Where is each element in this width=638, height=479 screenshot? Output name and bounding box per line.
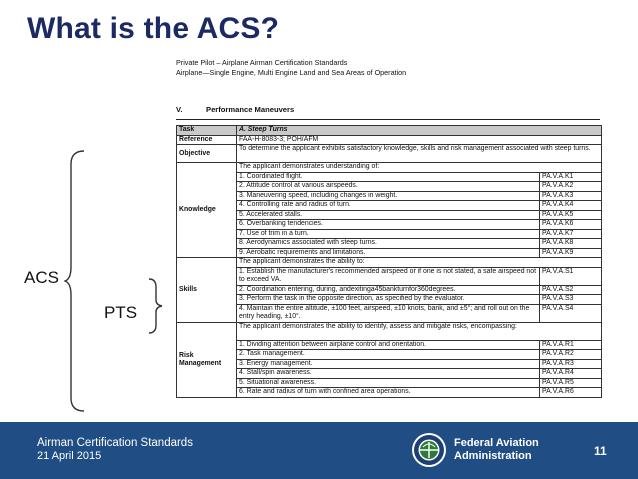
- skills-intro: The applicant demonstrates the ability to:: [237, 258, 602, 268]
- page-number: 11: [594, 444, 607, 458]
- table-row-reference: [177, 135, 602, 145]
- knowledge-item-text: 8. Aerodynamics associated with steep turns.: [237, 239, 540, 249]
- table-row: [177, 350, 602, 360]
- knowledge-item-text: 4. Controlling rate and radius of turn.: [237, 201, 540, 211]
- skills-item-text: 4. Maintain the entire altitude, ±100 feet, airspeed, ±10 knots, bank, and ±5°; and roll out on the entry heading, ±10°.: [237, 304, 540, 322]
- risk-label: Risk Management: [177, 322, 237, 397]
- risk-item-text: 1. Dividing attention between airplane control and orientation.: [237, 340, 540, 350]
- skills-item-code: PA.V.A.S4: [539, 304, 601, 322]
- risk-item-code: PA.V.A.R3: [539, 359, 601, 369]
- footer-date: 21 April 2015: [37, 450, 102, 462]
- knowledge-item-code: PA.V.A.K1: [539, 172, 601, 182]
- task-label: Task: [177, 126, 237, 136]
- knowledge-item-text: 9. Aerobatic requirements and limitations.: [237, 248, 540, 258]
- table-row: [177, 248, 602, 258]
- knowledge-item-code: PA.V.A.K6: [539, 220, 601, 230]
- section-heading: [176, 105, 294, 114]
- table-row: [177, 220, 602, 230]
- risk-item-code: PA.V.A.R4: [539, 369, 601, 379]
- knowledge-item-code: PA.V.A.K9: [539, 248, 601, 258]
- faa-name-line1: Federal Aviation: [454, 437, 539, 449]
- table-row: [177, 172, 602, 182]
- objective-label: Objective: [177, 145, 237, 163]
- table-row: [177, 229, 602, 239]
- knowledge-item-text: 7. Use of trim in a turn.: [237, 229, 540, 239]
- knowledge-item-code: PA.V.A.K3: [539, 191, 601, 201]
- skills-item-text: 1. Establish the manufacturer's recommended airspeed or if one is not stated, a safe airspeed not to exceed VA.: [237, 267, 540, 285]
- skills-item-code: PA.V.A.S1: [539, 267, 601, 285]
- acs-task-table: [176, 125, 602, 398]
- risk-item-text: 4. Stall/spin awareness.: [237, 369, 540, 379]
- pts-label: PTS: [104, 303, 138, 322]
- table-row: [177, 210, 602, 220]
- risk-item-text: 3. Energy management.: [237, 359, 540, 369]
- table-row: [177, 239, 602, 249]
- table-row-skills-intro: [177, 258, 602, 268]
- faa-name-line2: Administration: [454, 450, 532, 462]
- table-row: [177, 267, 602, 285]
- knowledge-item-code: PA.V.A.K5: [539, 210, 601, 220]
- table-row: [177, 295, 602, 305]
- table-row: [177, 285, 602, 295]
- risk-item-text: 5. Situational awareness.: [237, 378, 540, 388]
- table-row-knowledge-intro: [177, 163, 602, 173]
- section-title: Performance Maneuvers: [206, 105, 295, 114]
- slide-title: What is the ACS?: [27, 12, 280, 45]
- skills-item-code: PA.V.A.S3: [539, 295, 601, 305]
- reference-value: FAA-H-8083-3; POH/AFM: [237, 135, 602, 145]
- risk-item-code: PA.V.A.R1: [539, 340, 601, 350]
- reference-label: Reference: [177, 135, 237, 145]
- risk-item-code: PA.V.A.R2: [539, 350, 601, 360]
- knowledge-item-text: 6. Overbanking tendencies.: [237, 220, 540, 230]
- document-header-line1: Private Pilot – Airplane Airman Certification Standards: [176, 58, 348, 67]
- table-row-risk-intro: [177, 322, 602, 340]
- risk-intro: The applicant demonstrates the ability to identify, assess and mitigate risks, encompassing:: [237, 322, 602, 340]
- footer-left: [37, 437, 193, 463]
- knowledge-item-text: 3. Maneuvering speed, including changes in weight.: [237, 191, 540, 201]
- table-row: [177, 182, 602, 192]
- risk-item-text: 6. Rate and radius of turn with confined area operations.: [237, 388, 540, 398]
- knowledge-label: Knowledge: [177, 163, 237, 258]
- knowledge-item-code: PA.V.A.K8: [539, 239, 601, 249]
- skills-item-text: 2. Coordination entering, during, andexitinga45bankturnfor360degrees.: [237, 285, 540, 295]
- risk-item-code: PA.V.A.R5: [539, 378, 601, 388]
- table-row: [177, 359, 602, 369]
- task-value: A. Steep Turns: [237, 126, 602, 136]
- acs-label: ACS: [24, 268, 59, 287]
- faa-name: [454, 437, 539, 463]
- section-number: V.: [176, 105, 183, 114]
- pts-brace: [148, 278, 164, 334]
- knowledge-item-text: 5. Accelerated stalls.: [237, 210, 540, 220]
- table-row: [177, 304, 602, 322]
- table-row: [177, 201, 602, 211]
- knowledge-item-code: PA.V.A.K4: [539, 201, 601, 211]
- faa-seal-icon: [411, 432, 447, 468]
- footer-title: Airman Certification Standards: [37, 437, 193, 449]
- knowledge-item-text: 2. Attitude control at various airspeeds.: [237, 182, 540, 192]
- knowledge-item-text: 1. Coordinated flight.: [237, 172, 540, 182]
- knowledge-item-code: PA.V.A.K2: [539, 182, 601, 192]
- table-row: [177, 191, 602, 201]
- table-row-task: [177, 126, 602, 136]
- section-divider: [176, 119, 600, 120]
- table-row: [177, 378, 602, 388]
- acs-brace: [64, 150, 86, 412]
- skills-label: Skills: [177, 258, 237, 323]
- risk-item-text: 2. Task management.: [237, 350, 540, 360]
- skills-item-text: 3. Perform the task in the opposite direction, as specified by the evaluator.: [237, 295, 540, 305]
- skills-item-code: PA.V.A.S2: [539, 285, 601, 295]
- table-row-objective: [177, 145, 602, 163]
- table-row: [177, 388, 602, 398]
- objective-value: To determine the applicant exhibits satisfactory knowledge, skills and risk management associated with steep turns.: [237, 145, 602, 163]
- knowledge-item-code: PA.V.A.K7: [539, 229, 601, 239]
- knowledge-intro: The applicant demonstrates understanding of:: [237, 163, 602, 173]
- slide-footer: [0, 422, 638, 479]
- document-header-line2: Airplane—Single Engine, Multi Engine Land and Sea Areas of Operation: [176, 68, 407, 77]
- table-row: [177, 369, 602, 379]
- document-header: [176, 58, 406, 78]
- acs-document-excerpt: [166, 58, 602, 426]
- table-row: [177, 340, 602, 350]
- risk-item-code: PA.V.A.R6: [539, 388, 601, 398]
